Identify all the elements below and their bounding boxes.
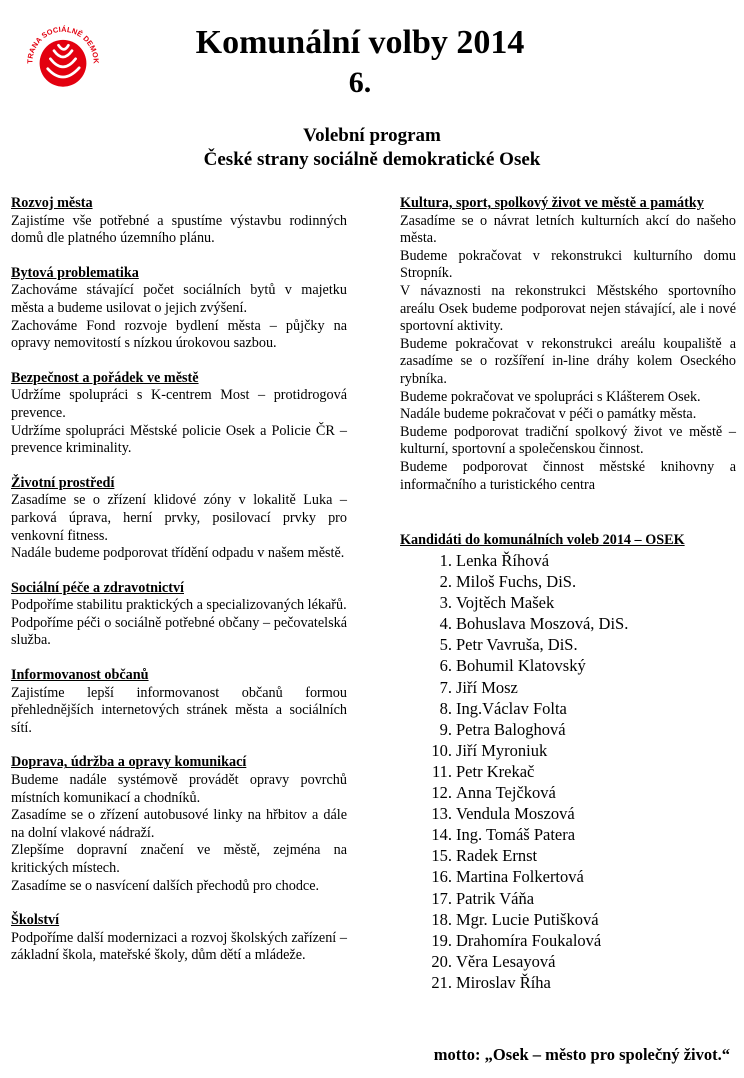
candidate-number: 11.	[431, 761, 452, 781]
candidate-name: Petr Krekač	[456, 761, 535, 781]
program-section	[11, 667, 347, 737]
candidate-name: Lenka Říhová	[456, 551, 550, 570]
candidate-item	[400, 951, 628, 972]
section-paragraph: Zachováme Fond rozvoje bydlení města – půjčky na opravy nemovitostí s nízkou úrokovou sazbou.	[11, 317, 347, 352]
section-paragraph: Podpoříme péči o sociálně potřebné občany – pečovatelská služba.	[11, 614, 347, 649]
candidate-item	[400, 761, 628, 782]
motto: motto: „Osek – město pro společný život.“	[433, 1045, 730, 1064]
candidate-number: 7.	[439, 677, 452, 697]
candidate-item	[400, 845, 628, 866]
candidate-list	[400, 550, 628, 993]
section-title: Sociální péče a zdravotnictví	[11, 579, 184, 596]
candidate-number: 8.	[439, 698, 452, 718]
section-title: Životní prostředí	[11, 474, 115, 491]
section-paragraph: Zasadíme se o návrat letních kulturních akcí do našeho města.	[400, 212, 736, 247]
program-section	[11, 754, 347, 895]
issue-number: 6.	[348, 66, 372, 99]
candidate-number: 15.	[431, 846, 452, 866]
candidate-number: 21.	[431, 972, 452, 992]
candidate-number: 4.	[439, 614, 452, 634]
section-title: Školství	[11, 912, 60, 929]
candidate-name: Petra Baloghová	[456, 719, 566, 739]
section-title: Informovanost občanů	[11, 667, 149, 684]
candidate-name: Bohumil Klatovský	[456, 656, 586, 676]
candidate-name: Anna Tejčková	[456, 783, 556, 803]
candidate-number: 17.	[431, 888, 452, 908]
candidate-item	[400, 677, 628, 698]
section-paragraph: Nadále budeme pokračovat v péči o památky města.	[400, 406, 697, 423]
logo-text: TRANA SOCIÁLNĚ DEMOK	[25, 24, 101, 64]
section-paragraph: Udržíme spolupráci Městské policie Osek a Policie ČR – prevence kriminality.	[11, 422, 347, 457]
candidate-name: Ing.Václav Folta	[456, 698, 567, 718]
candidate-name: Věra Lesayová	[456, 951, 556, 971]
candidate-item	[400, 888, 628, 909]
candidate-name: Bohuslava Moszová, DiS.	[456, 614, 629, 634]
candidate-number: 5.	[439, 635, 452, 655]
section-paragraph: Budeme pokračovat v rekonstrukci areálu koupaliště a zasadíme se o rozšíření in-line dráhy kolem Oseckého rybníka.	[400, 335, 736, 387]
candidate-item	[400, 634, 628, 655]
candidate-number: 9.	[439, 719, 452, 739]
section-paragraph: Budeme podporovat činnost městské knihovny a informačního a turistického centra	[400, 458, 736, 493]
section-paragraph: Budeme pokračovat v rekonstrukci kulturního domu Stropník.	[400, 247, 736, 282]
candidate-name: Miroslav Říha	[456, 972, 551, 992]
candidate-number: 10.	[431, 740, 452, 760]
candidate-item	[400, 803, 628, 824]
section-title: Doprava, údržba a opravy komunikací	[11, 754, 247, 771]
section-paragraph: Nadále budeme podporovat třídění odpadu v našem městě.	[11, 545, 345, 562]
candidates-heading: Kandidáti do komunálních voleb 2014 – OSEK	[400, 532, 685, 548]
section-paragraph: Zajistíme lepší informovanost občanů formou přehlednějších internetových stránek města a sociálních sítí.	[11, 684, 347, 736]
candidate-name: Miloš Fuchs, DiS.	[456, 572, 577, 592]
section-title: Bytová problematika	[11, 264, 139, 281]
candidate-name: Patrik Váňa	[456, 888, 535, 908]
candidate-item	[400, 550, 628, 571]
candidate-item	[400, 592, 628, 613]
program-section	[11, 912, 347, 965]
candidate-number: 2.	[439, 572, 452, 592]
section-paragraph: Budeme pokračovat ve spolupráci s Klášterem Osek.	[400, 388, 701, 405]
section-paragraph: V návaznosti na rekonstrukci Městského sportovního areálu Osek budeme podporovat nejen stávající, ale i nové sportovní aktivity.	[400, 282, 736, 335]
candidate-number: 19.	[431, 930, 452, 950]
section-paragraph: Zajistíme vše potřebné a spustíme výstavbu rodinných domů dle platného územního plánu.	[11, 212, 347, 247]
candidate-name: Jiří Myroniuk	[456, 740, 548, 760]
candidate-number: 6.	[439, 656, 452, 676]
candidate-name: Vojtěch Mašek	[456, 593, 555, 613]
program-section	[11, 265, 347, 353]
rose-icon	[40, 40, 87, 87]
candidate-number: 14.	[431, 825, 452, 845]
candidate-name: Petr Vavruša, DiS.	[456, 635, 578, 655]
candidate-name: Jiří Mosz	[456, 677, 518, 697]
section-paragraph: Udržíme spolupráci s K-centrem Most – protidrogová prevence.	[11, 387, 347, 421]
candidate-name: Radek Ernst	[456, 846, 538, 866]
candidate-number: 3.	[439, 593, 452, 613]
section-title: Kultura, sport, spolkový život ve městě a památky	[400, 195, 704, 211]
candidate-item	[400, 698, 628, 719]
section-paragraph: Podpoříme stabilitu praktických a specializovaných lékařů.	[11, 597, 347, 614]
candidate-number: 20.	[431, 951, 452, 971]
candidate-item	[400, 782, 628, 803]
candidate-name: Martina Folkertová	[456, 867, 584, 887]
candidate-name: Mgr. Lucie Putišková	[456, 909, 599, 929]
candidate-item	[400, 909, 628, 930]
candidate-item	[400, 571, 628, 592]
left-column	[11, 195, 347, 982]
candidate-name: Vendula Moszová	[456, 804, 575, 824]
party-heading: České strany sociálně demokratické Osek	[203, 149, 541, 170]
candidate-item	[400, 930, 628, 951]
candidate-number: 1.	[439, 551, 452, 570]
section-paragraph: Budeme nadále systémově provádět opravy povrchů místních komunikací a chodníků.	[11, 772, 347, 806]
candidate-number: 13.	[431, 804, 452, 824]
section-paragraph: Zlepšíme dopravní značení ve městě, zejména na kritických místech.	[11, 842, 347, 876]
section-paragraph: Zasadíme se o zřízení klidové zóny v lokalitě Luka – parková úprava, herní prvky, posilovací prvky pro venkovní fitness.	[11, 492, 347, 544]
cssd-logo	[18, 12, 108, 102]
section-paragraph: Zasadíme se o zřízení autobusové linky na hřbitov a dále na dolní vlakové nádraží.	[11, 807, 347, 841]
candidate-item	[400, 824, 628, 845]
program-section	[11, 475, 347, 563]
candidate-item	[400, 866, 628, 887]
candidate-item	[400, 719, 628, 740]
candidate-number: 18.	[431, 909, 452, 929]
section-paragraph: Zachováme stávající počet sociálních bytů v majetku města a budeme usilovat o jejich zvýšení.	[11, 282, 347, 316]
section-title: Rozvoj města	[11, 195, 93, 211]
candidate-number: 16.	[431, 867, 452, 887]
program-section	[400, 195, 736, 494]
candidate-item	[400, 613, 628, 634]
candidate-number: 12.	[431, 783, 452, 803]
candidate-item	[400, 972, 628, 993]
candidate-item	[400, 655, 628, 676]
program-section	[11, 580, 347, 650]
section-paragraph: Budeme podporovat tradiční spolkový život ve městě – kulturní, sportovní a společenskou činnost.	[400, 423, 736, 458]
program-section	[11, 195, 347, 248]
candidate-name: Ing. Tomáš Patera	[456, 825, 576, 845]
program-heading: Volební program	[303, 125, 441, 146]
right-column	[400, 195, 736, 511]
section-title: Bezpečnost a pořádek ve městě	[11, 369, 199, 386]
candidate-item	[400, 740, 628, 761]
section-paragraph: Podpoříme další modernizaci a rozvoj školských zařízení – základní škola, mateřské školy, dům dětí a mládeže.	[11, 929, 347, 964]
page-title: Komunální volby 2014	[195, 24, 525, 61]
section-paragraph: Zasadíme se o nasvícení dalších přechodů pro chodce.	[11, 877, 320, 894]
candidate-name: Drahomíra Foukalová	[456, 930, 602, 950]
program-section	[11, 370, 347, 458]
